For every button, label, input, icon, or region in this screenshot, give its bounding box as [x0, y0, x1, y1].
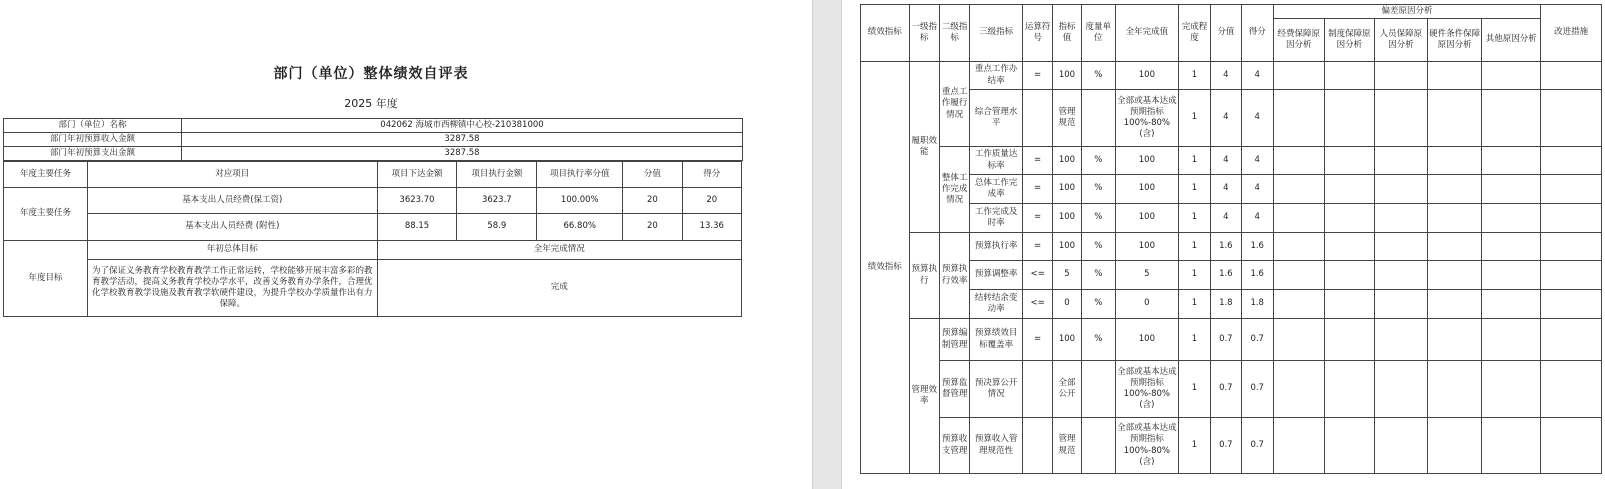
- got-cell: 1.6: [1241, 233, 1273, 261]
- op-cell: =: [1022, 233, 1052, 261]
- indicator-table: [860, 4, 1602, 474]
- header-cell: 项目执行率分值: [537, 162, 623, 188]
- header-cell: 运算符号: [1022, 5, 1052, 62]
- header-cell: 制度保障原因分析: [1324, 19, 1375, 62]
- got-cell: 4: [1241, 90, 1273, 147]
- op-cell: =: [1022, 175, 1052, 204]
- level2-cell: 预算收支管理: [939, 418, 969, 474]
- level3-cell: 预算执行率: [970, 233, 1023, 261]
- level3-cell: 预算调整率: [970, 261, 1023, 290]
- value-cell: 管理规范: [1053, 90, 1081, 147]
- done-cell: 全部或基本达成预期指标 100%-80%(含): [1116, 361, 1179, 418]
- op-cell: [1022, 90, 1052, 147]
- table-row: [4, 241, 742, 260]
- score-cell: 4: [1211, 62, 1241, 90]
- header-cell: 经费保障原因分析: [1273, 19, 1324, 62]
- level3-cell: 预算绩效目标覆盖率: [970, 319, 1023, 361]
- header-cell: 度量单位: [1081, 5, 1115, 62]
- table-row: [861, 319, 1602, 361]
- got-cell: 4: [1241, 147, 1273, 175]
- score-cell: 1.6: [1211, 233, 1241, 261]
- table-row: [4, 119, 743, 133]
- unit-cell: %: [1081, 261, 1115, 290]
- info-value: 3287.58: [182, 133, 743, 147]
- table-row: [4, 133, 743, 147]
- degree-cell: 1: [1178, 319, 1210, 361]
- task-group-label: 年度主要任务: [4, 188, 88, 241]
- done-cell: 全部或基本达成预期指标 100%-80%(含): [1116, 418, 1179, 474]
- header-cell: 改进措施: [1541, 5, 1602, 62]
- score-cell: 4: [1211, 147, 1241, 175]
- level3-cell: 预决算公开情况: [970, 361, 1023, 418]
- table-header-row: [861, 5, 1602, 19]
- value-cell: 100: [1053, 62, 1081, 90]
- info-label: 部门（单位）名称: [4, 119, 182, 133]
- score-cell: 4: [1211, 204, 1241, 233]
- header-cell: 得分: [1241, 5, 1273, 62]
- value-cell: 100: [1053, 319, 1081, 361]
- task-executed: 58.9: [457, 214, 537, 241]
- got-cell: 0.7: [1241, 361, 1273, 418]
- task-issued: 88.15: [377, 214, 457, 241]
- goal-result: 完成: [377, 260, 741, 317]
- done-cell: 100: [1116, 147, 1179, 175]
- level2-cell: 预算执行效率: [939, 233, 969, 319]
- header-cell: 二级指标: [939, 5, 969, 62]
- score-cell: 1.6: [1211, 261, 1241, 290]
- op-cell: <=: [1022, 290, 1052, 319]
- unit-cell: [1081, 418, 1115, 474]
- got-cell: 0.7: [1241, 319, 1273, 361]
- got-cell: 0.7: [1241, 418, 1273, 474]
- degree-cell: 1: [1178, 204, 1210, 233]
- level3-cell: 综合管理水平: [970, 90, 1023, 147]
- header-cell: 分值: [623, 162, 682, 188]
- task-issued: 3623.70: [377, 188, 457, 214]
- header-cell: 人员保障原因分析: [1375, 19, 1428, 62]
- value-cell: 管理规范: [1053, 418, 1081, 474]
- value-cell: 全部公开: [1053, 361, 1081, 418]
- unit-cell: %: [1081, 62, 1115, 90]
- page-divider: [812, 0, 842, 489]
- header-cell: 偏差原因分析: [1273, 5, 1540, 19]
- info-value: 042062 海城市西柳镇中心校-210381000: [182, 119, 743, 133]
- document-title: 部门（单位）整体绩效自评表: [273, 66, 469, 82]
- done-cell: 100: [1116, 204, 1179, 233]
- goal-header-result: 全年完成情况: [377, 241, 741, 260]
- task-score: 20: [623, 214, 682, 241]
- degree-cell: 1: [1178, 261, 1210, 290]
- table-row: [861, 261, 1602, 290]
- table-row: [861, 290, 1602, 319]
- header-cell: 对应项目: [87, 162, 377, 188]
- level3-cell: 重点工作办结率: [970, 62, 1023, 90]
- table-row: [861, 175, 1602, 204]
- header-cell: 其他原因分析: [1482, 19, 1541, 62]
- unit-cell: [1081, 361, 1115, 418]
- score-cell: 4: [1211, 175, 1241, 204]
- table-row: [861, 62, 1602, 90]
- degree-cell: 1: [1178, 418, 1210, 474]
- done-cell: 100: [1116, 175, 1179, 204]
- task-executed: 3623.7: [457, 188, 537, 214]
- value-cell: 100: [1053, 233, 1081, 261]
- value-cell: 100: [1053, 204, 1081, 233]
- level1-cell: 管理效率: [909, 319, 939, 474]
- table-row: [861, 418, 1602, 474]
- table-row: [4, 147, 743, 161]
- task-rate: 100.00%: [537, 188, 623, 214]
- level1-cell: 预算执行: [909, 233, 939, 319]
- unit-cell: %: [1081, 204, 1115, 233]
- right-page: [842, 0, 1605, 489]
- goal-label: 年度目标: [4, 241, 88, 317]
- info-label: 部门年初预算收入金额: [4, 133, 182, 147]
- header-cell: 硬件条件保障原因分析: [1427, 19, 1482, 62]
- task-score: 20: [623, 188, 682, 214]
- degree-cell: 1: [1178, 62, 1210, 90]
- level3-cell: 工作完成及时率: [970, 204, 1023, 233]
- header-cell: 三级指标: [970, 5, 1023, 62]
- task-item: 基本支出人员经费 (附性): [87, 214, 377, 241]
- table-row: [4, 214, 742, 241]
- level2-cell: 预算监督管理: [939, 361, 969, 418]
- table-row: [861, 204, 1602, 233]
- done-cell: 5: [1116, 261, 1179, 290]
- task-got: 20: [682, 188, 741, 214]
- table-row: [4, 260, 742, 317]
- level2-cell: 预算编制管理: [939, 319, 969, 361]
- header-cell: 项目执行金额: [457, 162, 537, 188]
- task-table: [3, 161, 742, 317]
- op-cell: <=: [1022, 261, 1052, 290]
- info-value: 3287.58: [182, 147, 743, 161]
- table-row: [861, 147, 1602, 175]
- goal-text: 为了保证义务教育学校教育教学工作正常运转，学校能够开展丰富多彩的教育教学活动，提高义务教育学校办学水平，改善义务教育办学条件，合理优化学校教育教学设施及教育教学软硬件建设，为提升学校办学质量作出有力保障。: [87, 260, 377, 317]
- header-cell: 指标值: [1053, 5, 1081, 62]
- info-label: 部门年初预算支出金额: [4, 147, 182, 161]
- header-cell: 年度主要任务: [4, 162, 88, 188]
- done-cell: 0: [1116, 290, 1179, 319]
- level3-cell: 预算收入管理规范性: [970, 418, 1023, 474]
- op-cell: =: [1022, 147, 1052, 175]
- score-cell: 0.7: [1211, 418, 1241, 474]
- table-row: [861, 233, 1602, 261]
- header-cell: 项目下达金额: [377, 162, 457, 188]
- level2-cell: 重点工作履行情况: [939, 62, 969, 147]
- score-cell: 1.8: [1211, 290, 1241, 319]
- task-got: 13.36: [682, 214, 741, 241]
- degree-cell: 1: [1178, 90, 1210, 147]
- level3-cell: 结转结余变动率: [970, 290, 1023, 319]
- got-cell: 4: [1241, 175, 1273, 204]
- header-cell: 绩效指标: [861, 5, 910, 62]
- score-cell: 0.7: [1211, 361, 1241, 418]
- score-cell: 4: [1211, 90, 1241, 147]
- header-cell: 一级指标: [909, 5, 939, 62]
- done-cell: 100: [1116, 233, 1179, 261]
- degree-cell: 1: [1178, 233, 1210, 261]
- value-cell: 100: [1053, 175, 1081, 204]
- done-cell: 100: [1116, 62, 1179, 90]
- value-cell: 100: [1053, 147, 1081, 175]
- op-cell: =: [1022, 319, 1052, 361]
- op-cell: =: [1022, 62, 1052, 90]
- table-row: [4, 188, 742, 214]
- info-table: [3, 118, 743, 161]
- document-year: 2025 年度: [344, 97, 398, 110]
- got-cell: 1.6: [1241, 261, 1273, 290]
- header-cell: 全年完成值: [1116, 5, 1179, 62]
- table-row: [861, 90, 1602, 147]
- op-cell: [1022, 418, 1052, 474]
- unit-cell: %: [1081, 319, 1115, 361]
- table-row: [861, 361, 1602, 418]
- indicator-main-label: 绩效指标: [861, 62, 910, 474]
- got-cell: 1.8: [1241, 290, 1273, 319]
- done-cell: 100: [1116, 319, 1179, 361]
- level1-cell: 履职效能: [909, 62, 939, 233]
- level3-cell: 工作质量达标率: [970, 147, 1023, 175]
- goal-header-initial: 年初总体目标: [87, 241, 377, 260]
- value-cell: 0: [1053, 290, 1081, 319]
- task-rate: 66.80%: [537, 214, 623, 241]
- got-cell: 4: [1241, 62, 1273, 90]
- degree-cell: 1: [1178, 361, 1210, 418]
- header-cell: 完成程度: [1178, 5, 1210, 62]
- unit-cell: %: [1081, 290, 1115, 319]
- got-cell: 4: [1241, 204, 1273, 233]
- score-cell: 0.7: [1211, 319, 1241, 361]
- op-cell: [1022, 361, 1052, 418]
- level3-cell: 总体工作完成率: [970, 175, 1023, 204]
- level2-cell: 整体工作完成情况: [939, 147, 969, 233]
- unit-cell: [1081, 90, 1115, 147]
- done-cell: 全部或基本达成预期指标 100%-80%(含): [1116, 90, 1179, 147]
- degree-cell: 1: [1178, 175, 1210, 204]
- unit-cell: %: [1081, 175, 1115, 204]
- table-header-row: [4, 162, 742, 188]
- degree-cell: 1: [1178, 290, 1210, 319]
- unit-cell: %: [1081, 147, 1115, 175]
- op-cell: =: [1022, 204, 1052, 233]
- task-item: 基本支出人员经费(保工资): [87, 188, 377, 214]
- value-cell: 5: [1053, 261, 1081, 290]
- unit-cell: %: [1081, 233, 1115, 261]
- header-cell: 分值: [1211, 5, 1241, 62]
- header-cell: 得分: [682, 162, 741, 188]
- degree-cell: 1: [1178, 147, 1210, 175]
